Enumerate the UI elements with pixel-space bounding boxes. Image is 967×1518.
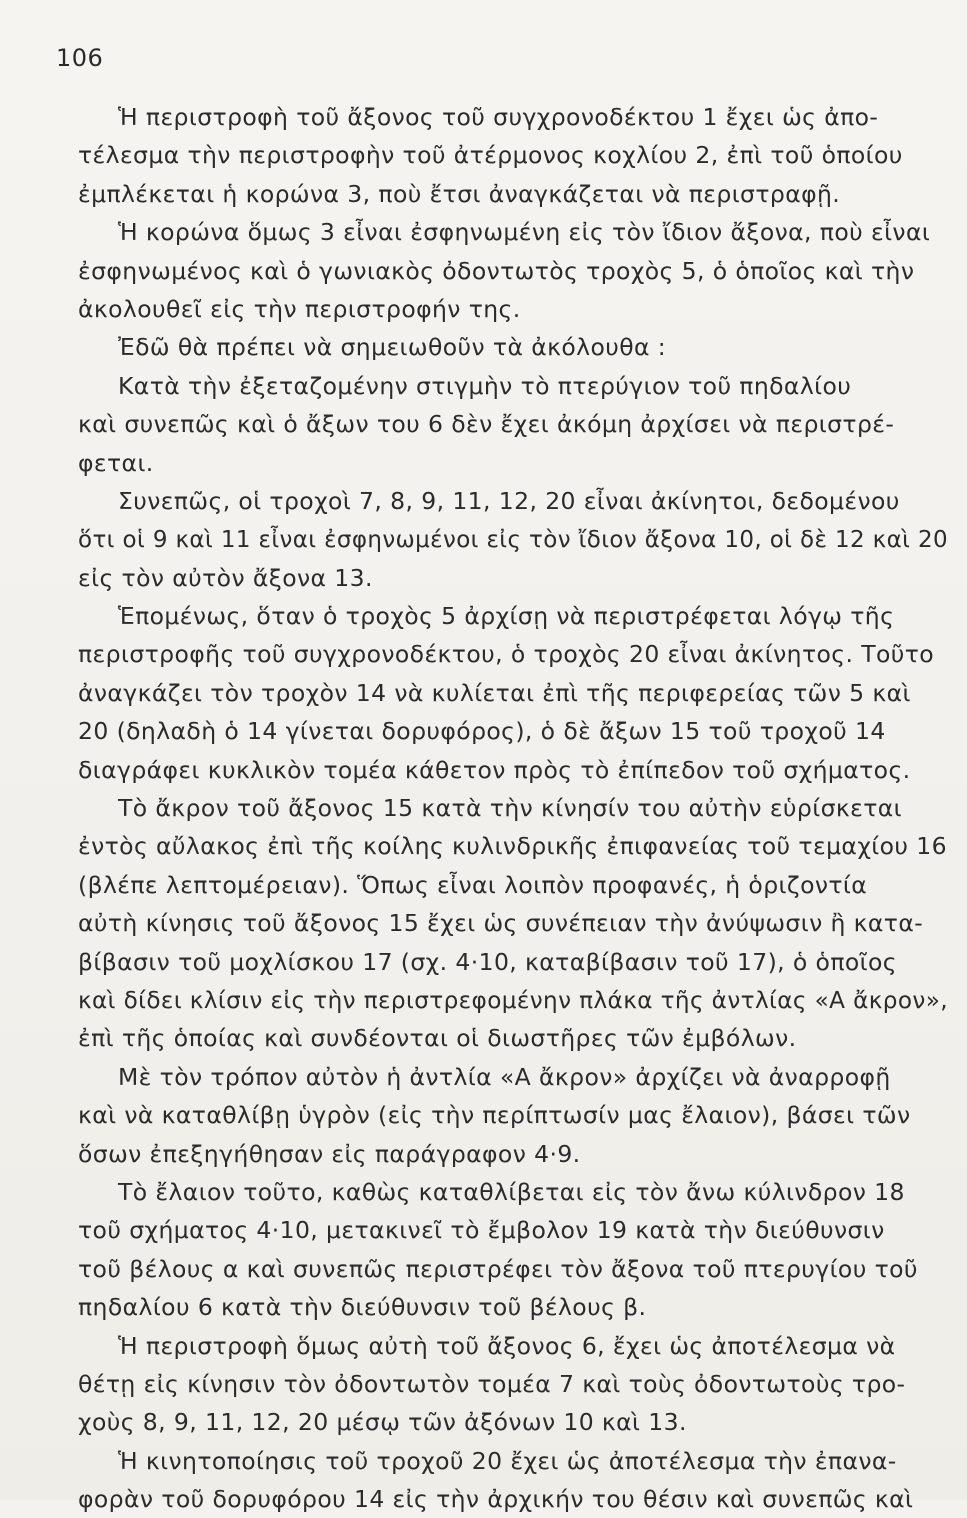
body-text: [78, 98, 948, 1518]
text-line: τοῦ σχήματος 4·10, μετακινεῖ τὸ ἔμβολον 19 κατὰ τὴν διεύθυνσιν: [78, 1216, 885, 1245]
text-line: καὶ συνεπῶς καὶ ὁ ἄξων του 6 δὲν ἔχει ἀκόμη ἀρχίσει νὰ περιστρέ-: [78, 410, 895, 439]
text-line: Ἡ κινητοποίησις τοῦ τροχοῦ 20 ἔχει ὡς ἀποτέλεσμα τὴν ἐπανα-: [118, 1446, 897, 1475]
text-line: καὶ νὰ καταθλίβῃ ὑγρὸν (εἰς τὴν περίπτωσίν μας ἔλαιον), βάσει τῶν: [78, 1101, 911, 1130]
text-line: ἐσφηνωμένος καὶ ὁ γωνιακὸς ὀδοντωτὸς τροχὸς 5, ὁ ὁποῖος καὶ τὴν: [78, 256, 915, 285]
page-number: 106: [56, 44, 104, 72]
text-line: ὅσων ἐπεξηγήθησαν εἰς παράγραφον 4·9.: [78, 1139, 581, 1168]
text-line: καὶ δίδει κλίσιν εἰς τὴν περιστρεφομένην πλάκα τῆς ἀντλίας «Α ἄκρον»,: [78, 985, 948, 1014]
text-line: φεται.: [78, 448, 154, 477]
text-line: ἐμπλέκεται ἡ κορώνα 3, ποὺ ἔτσι ἀναγκάζεται νὰ περιστραφῇ.: [78, 179, 841, 208]
text-line: Ἡ περιστροφὴ τοῦ ἄξονος τοῦ συγχρονοδέκτου 1 ἔχει ὡς ἀπο-: [118, 103, 879, 131]
text-line: εἰς τὸν αὐτὸν ἄξονα 13.: [78, 563, 373, 592]
text-line: Ἑπομένως, ὅταν ὁ τροχὸς 5 ἀρχίσῃ νὰ περιστρέφεται λόγῳ τῆς: [118, 602, 895, 631]
text-line: Ἡ κορώνα ὅμως 3 εἶναι ἐσφηνωμένη εἰς τὸν ἴδιον ἄξονα, ποὺ εἶναι: [118, 218, 931, 247]
text-line: αὐτὴ κίνησις τοῦ ἄξονος 15 ἔχει ὡς συνέπειαν τὴν ἀνύψωσιν ἢ κατα-: [78, 909, 924, 938]
text-line: ἀναγκάζει τὸν τροχὸν 14 νὰ κυλίεται ἐπὶ τῆς περιφερείας τῶν 5 καὶ: [78, 678, 911, 707]
text-line: χοὺς 8, 9, 11, 12, 20 μέσῳ τῶν ἀξόνων 10 καὶ 13.: [78, 1408, 687, 1437]
text-line: Τὸ ἄκρον τοῦ ἄξονος 15 κατὰ τὴν κίνησίν του αὐτὴν εὑρίσκεται: [118, 794, 903, 823]
text-line: θέτῃ εἰς κίνησιν τὸν ὀδοντωτὸν τομέα 7 καὶ τοὺς ὀδοντωτοὺς τρο-: [78, 1369, 906, 1398]
text-line: τοῦ βέλους α καὶ συνεπῶς περιστρέφει τὸν ἄξονα τοῦ πτερυγίου τοῦ: [78, 1254, 918, 1283]
text-line: ὅτι οἱ 9 καὶ 11 εἶναι ἐσφηνωμένοι εἰς τὸν ἴδιον ἄξονα 10, οἱ δὲ 12 καὶ 20: [78, 525, 948, 554]
text-line: ἀκολουθεῖ εἰς τὴν περιστροφήν της.: [78, 294, 521, 323]
text-line: ἐπὶ τῆς ὁποίας καὶ συνδέονται οἱ διωστῆρες τῶν ἐμβόλων.: [78, 1024, 797, 1053]
text-line: Κατὰ τὴν ἐξεταζομένην στιγμὴν τὸ πτερύγιον τοῦ πηδαλίου: [118, 371, 852, 400]
text-line: Μὲ τὸν τρόπον αὐτὸν ἡ ἀντλία «Α ἄκρον» ἀρχίζει νὰ ἀναρροφῇ: [118, 1062, 891, 1091]
text-line: Ἡ περιστροφὴ ὅμως αὐτὴ τοῦ ἄξονος 6, ἔχει ὡς ἀποτέλεσμα νὰ: [118, 1331, 896, 1360]
text-line: Ἐδῶ θὰ πρέπει νὰ σημειωθοῦν τὰ ἀκόλουθα :: [118, 333, 667, 362]
text-line: (βλέπε λεπτομέρειαν). Ὅπως εἶναι λοιπὸν προφανές, ἡ ὁριζοντία: [78, 870, 868, 899]
text-line: διαγράφει κυκλικὸν τομέα κάθετον πρὸς τὸ ἐπίπεδον τοῦ σχήματος.: [78, 755, 911, 784]
text-line: 20 (δηλαδὴ ὁ 14 γίνεται δορυφόρος), ὁ δὲ ἄξων 15 τοῦ τροχοῦ 14: [78, 717, 886, 746]
text-line: φορὰν τοῦ δορυφόρου 14 εἰς τὴν ἀρχικήν του θέσιν καὶ συνεπῶς καὶ: [78, 1485, 914, 1514]
text-line: περιστροφῆς τοῦ συγχρονοδέκτου, ὁ τροχὸς 20 εἶναι ἀκίνητος. Τοῦτο: [78, 640, 935, 669]
text-line: πηδαλίου 6 κατὰ τὴν διεύθυνσιν τοῦ βέλους β.: [78, 1293, 647, 1322]
text-line: Συνεπῶς, οἱ τροχοὶ 7, 8, 9, 11, 12, 20 εἶναι ἀκίνητοι, δεδομένου: [118, 486, 900, 515]
text-line: βίβασιν τοῦ μοχλίσκου 17 (σχ. 4·10, καταβίβασιν τοῦ 17), ὁ ὁποῖος: [78, 947, 897, 976]
text-line: ἐντὸς αὔλακος ἐπὶ τῆς κοίλης κυλινδρικῆς ἐπιφανείας τοῦ τεμαχίου 16: [78, 832, 947, 861]
text-line: Τὸ ἔλαιον τοῦτο, καθὼς καταθλίβεται εἰς τὸν ἄνω κύλινδρον 18: [118, 1177, 905, 1206]
text-line: τέλεσμα τὴν περιστροφὴν τοῦ ἀτέρμονος κοχλίου 2, ἐπὶ τοῦ ὁποίου: [78, 141, 903, 170]
